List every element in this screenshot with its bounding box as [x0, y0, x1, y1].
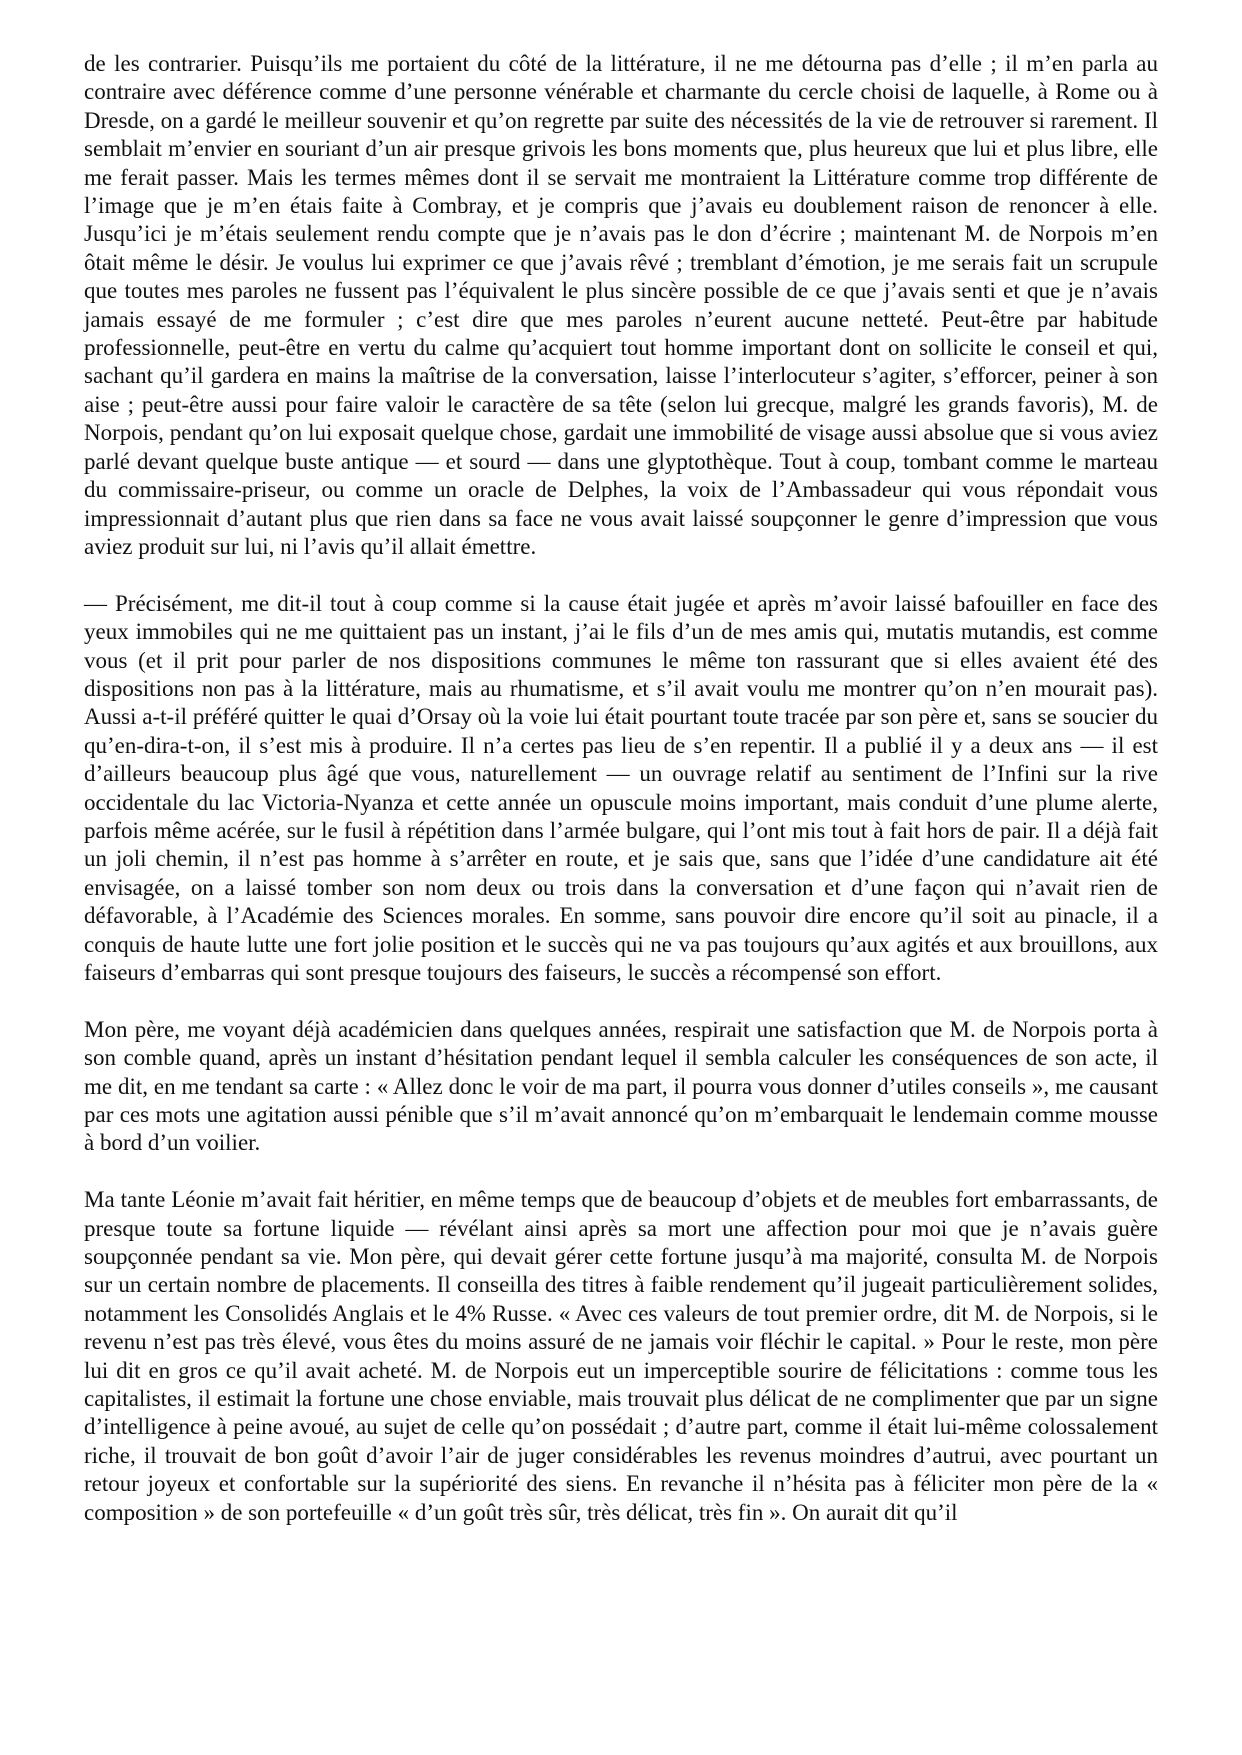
paragraph: Mon père, me voyant déjà académicien dans quelques années, respirait une satisfaction que M. de Norpois porta à son comble quand, après un instant d’hésitation pendant lequel il sembla calculer les conséquences de son acte, il me dit, en me tendant sa carte : « Allez donc le voir de ma part, il pourra vous donner d’utiles conseils », me causant par ces mots une agitation aussi pénible que s’il m’avait annoncé qu’on m’embarquait le lendemain comme mousse à bord d’un voilier. [84, 1016, 1158, 1156]
paragraph: de les contrarier. Puisqu’ils me portaient du côté de la littérature, il ne me détourna pas d’elle ; il m’en parla au contraire avec déférence comme d’une personne vénérable et charmante du cercle choisi de laquelle, à Rome ou à Dresde, on a gardé le meilleur souvenir et qu’on regrette par suite des nécessités de la vie de retrouver si rarement. Il semblait m’envier en souriant d’un air presque grivois les bons moments que, plus heureux que lui et plus libre, elle me ferait passer. Mais les termes mêmes dont il se servait me montraient la Littérature comme trop différente de l’image que je m’en étais faite à Combray, et je compris que j’avais eu doublement raison de renoncer à elle. Jusqu’ici je m’étais seulement rendu compte que je n’avais pas le don d’écrire ; maintenant M. de Norpois m’en ôtait même le désir. Je voulus lui exprimer ce que j’avais rêvé ; tremblant d’émotion, je me serais fait un scrupule que toutes mes paroles ne fussent pas l’équivalent le plus sincère possible de ce que j’avais senti et que je n’avais jamais essayé de me formuler ; c’est dire que mes paroles n’eurent aucune netteté. Peut-être par habitude professionnelle, peut-être en vertu du calme qu’acquiert tout homme important dont on sollicite le conseil et qui, sachant qu’il gardera en mains la maîtrise de la conversation, laisse l’interlocuteur s’agiter, s’efforcer, peiner à son aise ; peut-être aussi pour faire valoir le caractère de sa tête (selon lui grecque, malgré les grands favoris), M. de Norpois, pendant qu’on lui exposait quelque chose, gardait une immobilité de visage aussi absolue que si vous aviez parlé devant quelque buste antique — et sourd — dans une glyptothèque. Tout à coup, tombant comme le marteau du commissaire-priseur, ou comme un oracle de Delphes, la voix de l’Ambassadeur qui vous répondait vous impressionnait d’autant plus que rien dans sa face ne vous avait laissé soupçonner le genre d’impression que vous aviez produit sur lui, ni l’avis qu’il allait émettre. [84, 51, 1158, 559]
page-text [84, 50, 1158, 1527]
paragraph: Ma tante Léonie m’avait fait héritier, en même temps que de beaucoup d’objets et de meubles fort embarrassants, de presque toute sa fortune liquide — révélant ainsi après sa mort une affection pour moi que je n’avais guère soupçonnée pendant sa vie. Mon père, qui devait gérer cette fortune jusqu’à ma majorité, consulta M. de Norpois sur un certain nombre de placements. Il conseilla des titres à faible rendement qu’il jugeait particulièrement solides, notamment les Consolidés Anglais et le 4% Russe. « Avec ces valeurs de tout premier ordre, dit M. de Norpois, si le revenu n’est pas très élevé, vous êtes du moins assuré de ne jamais voir fléchir le capital. » Pour le reste, mon père lui dit en gros ce qu’il avait acheté. M. de Norpois eut un imperceptible sourire de félicitations : comme tous les capitalistes, il estimait la fortune une chose enviable, mais trouvait plus délicat de ne complimenter que par un signe d’intelligence à peine avoué, au sujet de celle qu’on possédait ; d’autre part, comme il était lui-même colossalement riche, il trouvait de bon goût d’avoir l’air de juger considérables les revenus moindres d’autrui, avec pourtant un retour joyeux et confortable sur la supériorité des siens. En revanche il n’hésita pas à féliciter mon père de la « composition » de son portefeuille « d’un goût très sûr, très délicat, très fin ». On aurait dit qu’il [84, 1187, 1158, 1525]
paragraph: — Précisément, me dit-il tout à coup comme si la cause était jugée et après m’avoir laissé bafouiller en face des yeux immobiles qui ne me quittaient pas un instant, j’ai le fils d’un de mes amis qui, mutatis mutandis, est comme vous (et il prit pour parler de nos dispositions communes le même ton rassurant que si elles avaient été des dispositions non pas à la littérature, mais au rhumatisme, et s’il avait voulu me montrer qu’on n’en mourait pas). Aussi a-t-il préféré quitter le quai d’Orsay où la voie lui était pourtant toute tracée par son père et, sans se soucier du qu’en-dira-t-on, il s’est mis à produire. Il n’a certes pas lieu de s’en repentir. Il a publié il y a deux ans — il est d’ailleurs beaucoup plus âgé que vous, naturellement — un ouvrage relatif au sentiment de l’Infini sur la rive occidentale du lac Victoria-Nyanza et cette année un opuscule moins important, mais conduit d’une plume alerte, parfois même acérée, sur le fusil à répétition dans l’armée bulgare, qui l’ont mis tout à fait hors de pair. Il a déjà fait un joli chemin, il n’est pas homme à s’arrêter en route, et je sais que, sans que l’idée d’une candidature ait été envisagée, on a laissé tomber son nom deux ou trois dans la conversation et d’une façon qui n’avait rien de défavorable, à l’Académie des Sciences morales. En somme, sans pouvoir dire encore qu’il soit au pinacle, il a conquis de haute lutte une fort jolie position et le succès qui ne va pas toujours qu’aux agités et aux brouillons, aux faiseurs d’embarras qui sont presque toujours des faiseurs, le succès a récompensé son effort. [84, 590, 1158, 985]
